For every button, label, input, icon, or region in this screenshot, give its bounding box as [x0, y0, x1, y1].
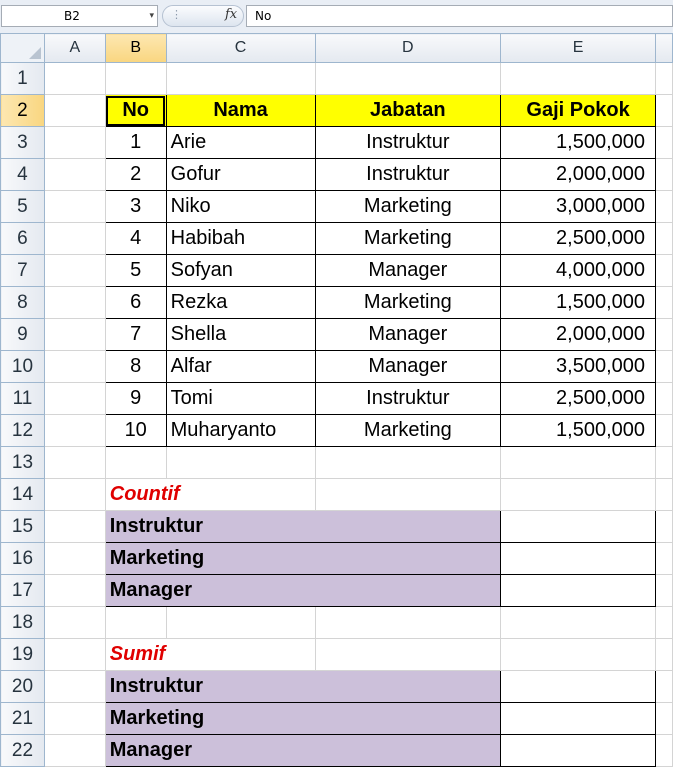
cell-no[interactable]: 2 — [105, 159, 166, 191]
sumif-result[interactable] — [501, 735, 656, 767]
cell-jabatan[interactable]: Instruktur — [315, 383, 501, 415]
cell[interactable] — [44, 735, 105, 767]
sheet-row — [1, 607, 673, 639]
cell-jabatan[interactable]: Manager — [315, 255, 501, 287]
row-header[interactable]: 14 — [1, 479, 45, 511]
column-header-row — [1, 34, 673, 63]
countif-row — [1, 543, 673, 575]
cell[interactable] — [166, 63, 315, 95]
cell[interactable] — [656, 479, 673, 511]
table-header-jabatan[interactable]: Jabatan — [315, 95, 501, 127]
table-row — [1, 415, 673, 447]
countif-row — [1, 511, 673, 543]
countif-label-manager[interactable]: Manager — [105, 575, 500, 607]
cell-gaji[interactable]: 2,000,000 — [501, 159, 656, 191]
spreadsheet-grid — [0, 33, 673, 767]
formula-input[interactable]: No — [246, 5, 673, 27]
row-header[interactable]: 20 — [1, 671, 45, 703]
select-all-corner[interactable] — [1, 34, 45, 63]
row-header[interactable]: 15 — [1, 511, 45, 543]
cell-jabatan[interactable]: Marketing — [315, 415, 501, 447]
cell[interactable] — [166, 447, 315, 479]
row-header[interactable]: 3 — [1, 127, 45, 159]
grip-icon[interactable]: ⋮ — [171, 8, 182, 21]
sumif-result[interactable] — [501, 703, 656, 735]
sumif-row — [1, 703, 673, 735]
cell-jabatan[interactable]: Instruktur — [315, 159, 501, 191]
cell-jabatan[interactable]: Instruktur — [315, 127, 501, 159]
cell[interactable] — [501, 639, 656, 671]
cell[interactable] — [656, 511, 673, 543]
cell-jabatan[interactable]: Marketing — [315, 191, 501, 223]
row-header[interactable]: 6 — [1, 223, 45, 255]
cell-nama[interactable]: Shella — [166, 319, 315, 351]
table-row — [1, 351, 673, 383]
name-box-value: B2 — [64, 9, 80, 23]
cell[interactable] — [501, 63, 656, 95]
cell-no[interactable]: 8 — [105, 351, 166, 383]
cell-jabatan[interactable]: Manager — [315, 319, 501, 351]
cell[interactable] — [315, 447, 501, 479]
insert-function-icon[interactable]: fx — [225, 7, 238, 22]
cell-jabatan[interactable]: Marketing — [315, 287, 501, 319]
cell-jabatan[interactable]: Manager — [315, 351, 501, 383]
sheet-row — [1, 639, 673, 671]
row-header[interactable]: 2 — [1, 95, 45, 127]
cell[interactable] — [44, 415, 105, 447]
chevron-down-icon[interactable]: ▾ — [149, 11, 154, 21]
cell-nama[interactable]: Gofur — [166, 159, 315, 191]
cell-no[interactable]: 1 — [105, 127, 166, 159]
cell-nama[interactable]: Arie — [166, 127, 315, 159]
table-row — [1, 383, 673, 415]
cell[interactable] — [44, 127, 105, 159]
cell[interactable] — [656, 703, 673, 735]
row-header[interactable]: 10 — [1, 351, 45, 383]
row-header[interactable]: 8 — [1, 287, 45, 319]
cell-no[interactable]: 3 — [105, 191, 166, 223]
row-header[interactable]: 18 — [1, 607, 45, 639]
cell[interactable] — [501, 607, 656, 639]
cell-jabatan[interactable]: Marketing — [315, 223, 501, 255]
cell[interactable] — [44, 63, 105, 95]
cell[interactable] — [656, 319, 673, 351]
table-row — [1, 287, 673, 319]
cell[interactable] — [656, 671, 673, 703]
countif-title[interactable]: Countif — [105, 479, 315, 511]
cell-gaji[interactable]: 3,500,000 — [501, 351, 656, 383]
column-header-d[interactable]: D — [315, 34, 501, 63]
cell[interactable] — [656, 63, 673, 95]
cell-gaji[interactable]: 1,500,000 — [501, 287, 656, 319]
cell[interactable] — [44, 639, 105, 671]
sumif-label-manager[interactable]: Manager — [105, 735, 500, 767]
cell-gaji[interactable]: 2,000,000 — [501, 319, 656, 351]
cell[interactable] — [656, 223, 673, 255]
cell-nama[interactable]: Habibah — [166, 223, 315, 255]
cell[interactable] — [656, 351, 673, 383]
countif-result[interactable] — [501, 575, 656, 607]
sheet-row — [1, 479, 673, 511]
cell-no[interactable]: 10 — [105, 415, 166, 447]
row-header[interactable]: 13 — [1, 447, 45, 479]
countif-row — [1, 575, 673, 607]
table-row — [1, 319, 673, 351]
table-header-no[interactable]: No — [105, 95, 166, 127]
countif-label-instruktur[interactable]: Instruktur — [105, 511, 500, 543]
table-row — [1, 159, 673, 191]
cell-gaji[interactable]: 2,500,000 — [501, 383, 656, 415]
row-header[interactable]: 19 — [1, 639, 45, 671]
cell[interactable] — [44, 447, 105, 479]
cell[interactable] — [44, 511, 105, 543]
cell[interactable] — [315, 479, 501, 511]
row-header[interactable]: 17 — [1, 575, 45, 607]
cell[interactable] — [44, 575, 105, 607]
cell[interactable] — [44, 543, 105, 575]
cell-no[interactable]: 7 — [105, 319, 166, 351]
row-header[interactable]: 7 — [1, 255, 45, 287]
cell-nama[interactable]: Sofyan — [166, 255, 315, 287]
cell[interactable] — [656, 415, 673, 447]
cell-gaji[interactable]: 2,500,000 — [501, 223, 656, 255]
cell[interactable] — [656, 95, 673, 127]
sumif-label-instruktur[interactable]: Instruktur — [105, 671, 500, 703]
table-row — [1, 127, 673, 159]
cell[interactable] — [105, 63, 166, 95]
row-header[interactable]: 4 — [1, 159, 45, 191]
cell[interactable] — [656, 383, 673, 415]
cell[interactable] — [44, 159, 105, 191]
table-header-gaji-pokok[interactable]: Gaji Pokok — [501, 95, 656, 127]
cell-nama[interactable]: Muharyanto — [166, 415, 315, 447]
cell[interactable] — [656, 287, 673, 319]
cell[interactable] — [44, 351, 105, 383]
sheet-row — [1, 63, 673, 95]
cell-no[interactable]: 6 — [105, 287, 166, 319]
cell-nama[interactable]: Tomi — [166, 383, 315, 415]
cell[interactable] — [656, 447, 673, 479]
cell[interactable] — [44, 607, 105, 639]
cell[interactable] — [501, 479, 656, 511]
table-row — [1, 223, 673, 255]
cell[interactable] — [44, 319, 105, 351]
countif-result[interactable] — [501, 511, 656, 543]
sheet-row — [1, 447, 673, 479]
row-header[interactable]: 16 — [1, 543, 45, 575]
cell[interactable] — [656, 159, 673, 191]
row-header[interactable]: 21 — [1, 703, 45, 735]
cell[interactable] — [656, 127, 673, 159]
cell[interactable] — [656, 543, 673, 575]
cell-gaji[interactable]: 1,500,000 — [501, 415, 656, 447]
cell[interactable] — [656, 575, 673, 607]
cell[interactable] — [105, 607, 166, 639]
cell-nama[interactable]: Rezka — [166, 287, 315, 319]
column-header-b[interactable]: B — [105, 34, 166, 63]
table-row — [1, 255, 673, 287]
row-header[interactable]: 5 — [1, 191, 45, 223]
cell-no[interactable]: 9 — [105, 383, 166, 415]
cell[interactable] — [315, 639, 501, 671]
cell[interactable] — [315, 607, 501, 639]
row-header[interactable]: 22 — [1, 735, 45, 767]
cell[interactable] — [656, 735, 673, 767]
formula-bar-grip[interactable] — [162, 5, 244, 27]
cell[interactable] — [656, 639, 673, 671]
sumif-title[interactable]: Sumif — [105, 639, 315, 671]
countif-result[interactable] — [501, 543, 656, 575]
cell[interactable] — [656, 255, 673, 287]
cell[interactable] — [44, 287, 105, 319]
table-header-nama[interactable]: Nama — [166, 95, 315, 127]
countif-label-marketing[interactable]: Marketing — [105, 543, 500, 575]
cell-gaji[interactable]: 3,000,000 — [501, 191, 656, 223]
cell[interactable] — [44, 383, 105, 415]
column-header-e[interactable]: E — [501, 34, 656, 63]
row-header[interactable]: 1 — [1, 63, 45, 95]
cell[interactable] — [44, 479, 105, 511]
column-header-c[interactable]: C — [166, 34, 315, 63]
sheet-row — [1, 95, 673, 127]
cell[interactable] — [44, 191, 105, 223]
cell-no[interactable]: 4 — [105, 223, 166, 255]
cell[interactable] — [105, 447, 166, 479]
cell[interactable] — [44, 95, 105, 127]
cell[interactable] — [315, 63, 501, 95]
cell[interactable] — [656, 607, 673, 639]
cell-no[interactable]: 5 — [105, 255, 166, 287]
cell[interactable] — [44, 671, 105, 703]
sumif-row — [1, 671, 673, 703]
cell-gaji[interactable]: 1,500,000 — [501, 127, 656, 159]
cell-gaji[interactable]: 4,000,000 — [501, 255, 656, 287]
cell[interactable] — [44, 255, 105, 287]
cell[interactable] — [44, 223, 105, 255]
row-header[interactable]: 9 — [1, 319, 45, 351]
row-header[interactable]: 11 — [1, 383, 45, 415]
column-header-a[interactable]: A — [44, 34, 105, 63]
sumif-row — [1, 735, 673, 767]
name-box[interactable] — [1, 5, 158, 27]
sumif-label-marketing[interactable]: Marketing — [105, 703, 500, 735]
sumif-result[interactable] — [501, 671, 656, 703]
row-header[interactable]: 12 — [1, 415, 45, 447]
cell-nama[interactable]: Niko — [166, 191, 315, 223]
table-row — [1, 191, 673, 223]
cell[interactable] — [656, 191, 673, 223]
cell[interactable] — [501, 447, 656, 479]
cell[interactable] — [44, 703, 105, 735]
formula-bar-area — [0, 0, 673, 34]
cell[interactable] — [166, 607, 315, 639]
column-header-f[interactable] — [656, 34, 673, 63]
cell-nama[interactable]: Alfar — [166, 351, 315, 383]
